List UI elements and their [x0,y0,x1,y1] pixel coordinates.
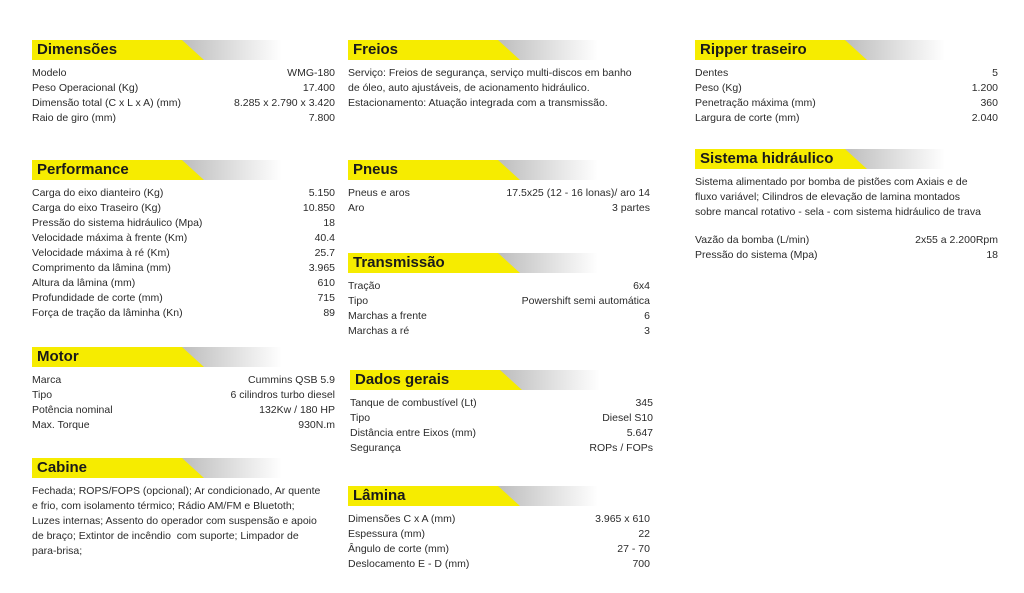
spec-value: 89 [323,307,335,319]
section-title: Cabine [37,459,88,476]
spec-row [348,557,650,572]
section-pneus [348,160,650,216]
spec-label: Potência nominal [32,404,113,416]
section-cabine [32,458,335,559]
spec-row [350,441,653,456]
section-title: Lâmina [353,487,406,504]
spec-label: Tanque de combustível (Lt) [350,397,477,409]
section-header [695,40,945,60]
spec-value: 18 [986,249,998,261]
spec-row [348,201,650,216]
spec-value: 5.647 [626,427,653,439]
section-title: Dimensões [37,41,118,58]
section-header [348,253,598,273]
spec-value: 360 [980,97,998,109]
spec-row [32,201,335,216]
spec-row [32,96,335,111]
section-title: Dados gerais [355,371,450,388]
spec-label: Peso (Kg) [695,82,742,94]
spec-label: Pressão do sistema (Mpa) [695,249,818,261]
spec-row [350,426,653,441]
spec-list [350,396,653,456]
spec-value: 7.800 [308,112,335,124]
spec-label: Marchas a ré [348,325,410,337]
text-line: de braço; Extintor de incêndio com suporte; Limpador de [32,530,299,542]
spec-value: 40.4 [314,232,335,244]
spec-row [32,231,335,246]
spec-row [32,66,335,81]
spec-row [348,309,650,324]
spec-value: 2x55 a 2.200Rpm [915,234,998,246]
spec-label: Tração [348,280,381,292]
spec-row [32,373,335,388]
spec-row [695,111,998,126]
spec-label: Dentes [695,67,729,79]
freios-text [348,66,650,111]
spec-list [32,373,335,433]
spec-row [348,324,650,339]
spec-label: Tipo [348,295,369,307]
spec-label: Deslocamento E - D (mm) [348,558,470,570]
spec-label: Carga do eixo Traseiro (Kg) [32,202,161,214]
section-title: Pneus [353,161,399,178]
spec-row [695,81,998,96]
section-header [32,160,282,180]
spec-row [695,96,998,111]
spec-value: Diesel S10 [602,412,653,424]
spec-list [695,66,998,126]
spec-value: 27 - 70 [617,543,650,555]
section-lamina [348,486,650,572]
spec-value: 6x4 [633,280,650,292]
spec-value: 3 [644,325,650,337]
spec-label: Altura da lâmina (mm) [32,277,136,289]
spec-label: Ângulo de corte (mm) [348,543,449,555]
section-header [32,458,282,478]
spec-row [32,291,335,306]
spec-value: Powershift semi automática [521,295,650,307]
spec-label: Penetração máxima (mm) [695,97,816,109]
cabine-text [32,484,335,559]
spec-row [348,542,650,557]
spec-row [32,111,335,126]
text-line: Luzes internas; Assento do operador com suspensão e apoio [32,515,317,527]
spec-value: ROPs / FOPs [589,442,653,454]
text-line: fluxo variável; Cilindros de elevação de lamina montados [695,191,960,203]
text-line: Fechada; ROPS/FOPS (opcional); Ar condicionado, Ar quente [32,485,321,497]
section-title: Freios [353,41,399,58]
spec-label: Marca [32,374,62,386]
spec-value: 930N.m [298,419,335,431]
section-ripper [695,40,998,126]
text-line: Sistema alimentado por bomba de pistões com Axiais e de [695,176,968,188]
spec-value: WMG-180 [287,67,335,79]
section-header [348,40,598,60]
spec-label: Distância entre Eixos (mm) [350,427,477,439]
spec-row [695,248,998,263]
spec-value: 1.200 [971,82,998,94]
spec-label: Peso Operacional (Kg) [32,82,139,94]
spec-value: 345 [635,397,653,409]
spec-value: 18 [323,217,335,229]
spec-label: Comprimento da lâmina (mm) [32,262,171,274]
spec-row [32,388,335,403]
spec-label: Raio de giro (mm) [32,112,117,124]
spec-value: 2.040 [971,112,998,124]
spec-value: 3 partes [612,202,650,214]
spec-label: Velocidade máxima à frente (Km) [32,232,188,244]
section-title: Motor [37,348,79,365]
spec-label: Dimensão total (C x L x A) (mm) [32,97,181,109]
section-title: Ripper traseiro [700,41,807,58]
spec-label: Segurança [350,442,401,454]
spec-value: 715 [317,292,335,304]
spec-value: 8.285 x 2.790 x 3.420 [234,97,335,109]
spec-label: Força de tração da lâminha (Kn) [32,307,183,319]
spec-label: Max. Torque [32,419,90,431]
spec-label: Aro [348,202,365,214]
spec-label: Pressão do sistema hidráulico (Mpa) [32,217,203,229]
text-line: Estacionamento: Atuação integrada com a transmissão. [348,97,608,109]
spec-value: 3.965 [308,262,335,274]
text-line: e frio, com isolamento térmico; Rádio AM/FM e Bluetoth; [32,500,295,512]
section-header [350,370,600,390]
spec-value: 6 cilindros turbo diesel [230,389,335,401]
section-header [32,40,282,60]
spec-value: 6 [644,310,650,322]
spec-value: Cummins QSB 5.9 [248,374,335,386]
text-line: Serviço: Freios de segurança, serviço multi-discos em banho [348,67,632,79]
section-freios [348,40,650,111]
spec-row [32,186,335,201]
section-transmissao [348,253,650,339]
spec-label: Tipo [350,412,371,424]
spec-row [32,418,335,433]
spec-row [32,261,335,276]
spec-list [695,233,998,263]
section-motor [32,347,335,433]
spec-value: 22 [638,528,650,540]
section-title: Transmissão [353,254,445,271]
section-header [695,149,945,169]
spec-value: 17.400 [302,82,335,94]
spec-row [32,216,335,231]
spec-label: Carga do eixo dianteiro (Kg) [32,187,164,199]
spec-value: 700 [632,558,650,570]
spec-list [348,186,650,216]
spec-value: 10.850 [302,202,335,214]
section-hidraulico [695,149,998,263]
spec-row [348,294,650,309]
spec-label: Tipo [32,389,53,401]
section-dados-gerais [350,370,653,456]
section-performance [32,160,335,321]
spec-row [32,403,335,418]
section-header [32,347,282,367]
section-header [348,486,598,506]
spec-list [32,186,335,321]
spec-row [32,276,335,291]
spec-list [348,279,650,339]
spec-value: 610 [317,277,335,289]
spec-row [348,279,650,294]
spec-value: 25.7 [314,247,335,259]
spec-value: 132Kw / 180 HP [259,404,335,416]
text-line: para-brisa; [32,545,83,557]
spec-row [348,527,650,542]
text-line: sobre mancal rotativo - sela - com sistema hidráulico de trava [695,206,981,218]
spec-label: Marchas a frente [348,310,427,322]
hidraulico-text [695,175,998,220]
spec-row [695,66,998,81]
spec-label: Dimensões C x A (mm) [348,513,456,525]
spec-value: 3.965 x 610 [595,513,650,525]
spec-label: Modelo [32,67,67,79]
spec-label: Vazão da bomba (L/min) [695,234,810,246]
section-title: Performance [37,161,129,178]
section-header [348,160,598,180]
section-dimensoes [32,40,335,126]
spec-label: Profundidade de corte (mm) [32,292,163,304]
spec-row [348,186,650,201]
spec-value: 5 [992,67,998,79]
spec-label: Largura de corte (mm) [695,112,800,124]
spec-row [32,306,335,321]
section-title: Sistema hidráulico [700,150,834,167]
spec-value: 5.150 [308,187,335,199]
spec-row [695,233,998,248]
spec-list [32,66,335,126]
spec-label: Pneus e aros [348,187,410,199]
spec-label: Espessura (mm) [348,528,426,540]
spec-row [350,411,653,426]
spec-value: 17.5x25 (12 - 16 lonas)/ aro 14 [506,187,650,199]
spec-row [32,81,335,96]
spec-label: Velocidade máxima à ré (Km) [32,247,170,259]
spec-row [350,396,653,411]
text-line: de óleo, auto ajustáveis, de acionamento hidráulico. [348,82,590,94]
spec-list [348,512,650,572]
spec-row [32,246,335,261]
spec-row [348,512,650,527]
